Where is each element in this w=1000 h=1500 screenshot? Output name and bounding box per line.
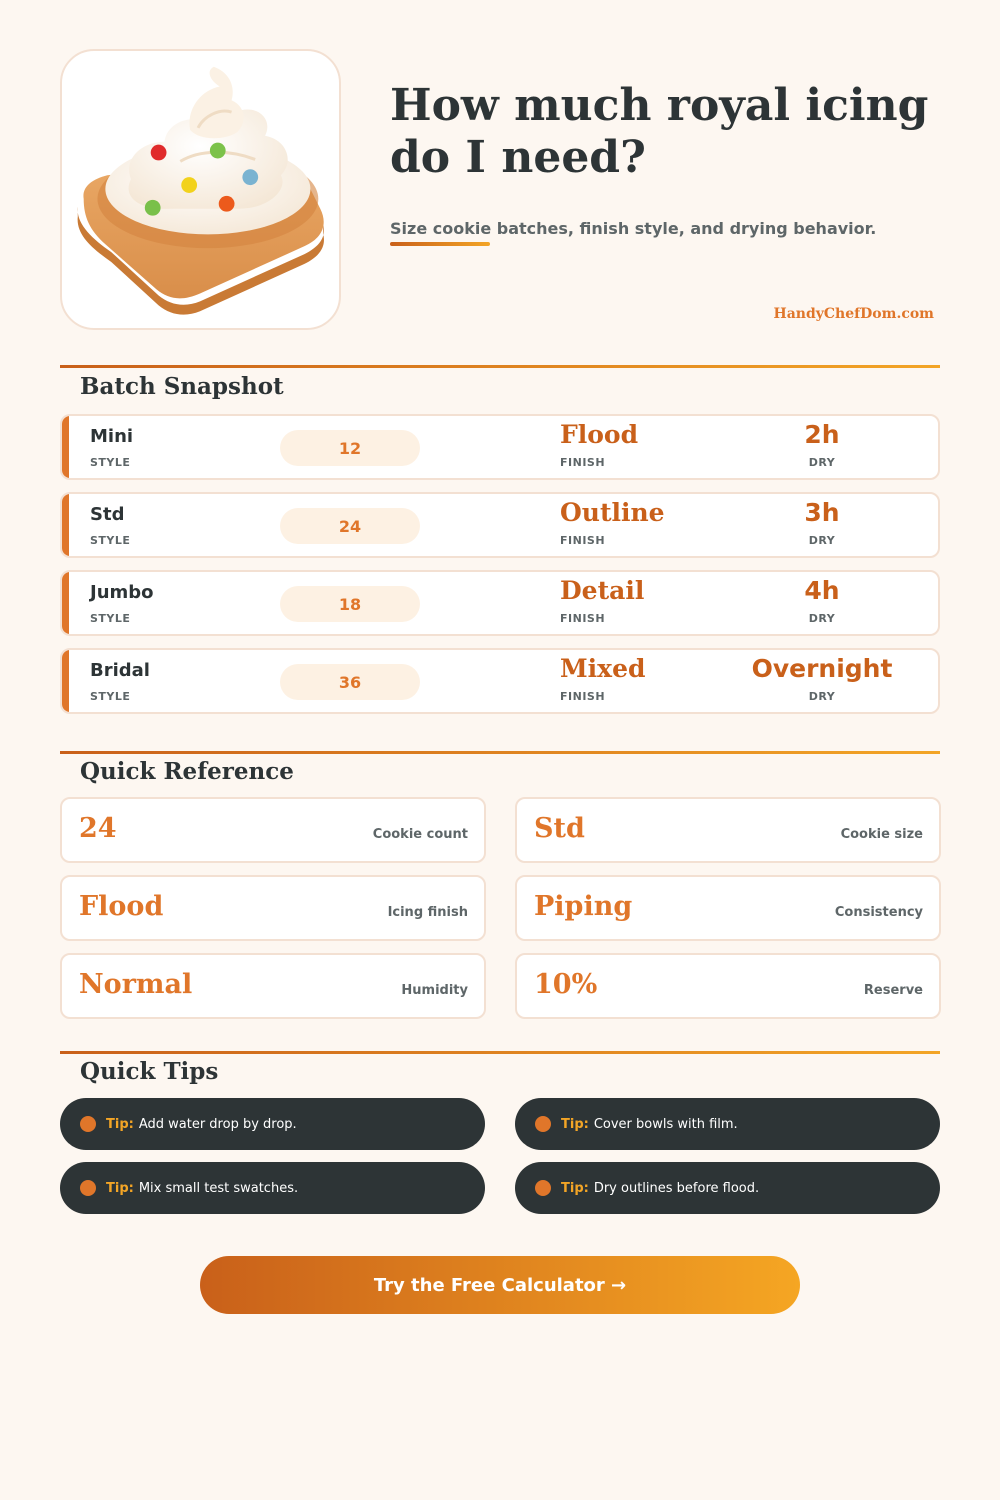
batch-row <box>60 648 940 714</box>
reference-label: Cookie size <box>840 827 923 842</box>
section-divider <box>60 751 940 754</box>
tip-prefix: Tip: <box>106 1180 134 1196</box>
reference-value: Flood <box>79 891 164 922</box>
reference-value: 24 <box>79 813 117 844</box>
reference-label: Cookie count <box>372 827 468 842</box>
subtitle-underline <box>390 242 490 246</box>
style-label: STYLE <box>90 534 131 547</box>
dry-label: DRY <box>808 690 836 703</box>
tip-pill <box>60 1162 485 1214</box>
reference-card <box>60 797 486 863</box>
section-divider <box>60 365 940 368</box>
finish-label: FINISH <box>560 534 606 547</box>
batch-dry: 2h <box>804 420 840 449</box>
reference-card <box>515 953 941 1019</box>
reference-card <box>60 953 486 1019</box>
batch-dry: Overnight <box>751 654 893 683</box>
finish-label: FINISH <box>560 612 606 625</box>
row-accent <box>62 650 69 712</box>
style-label: STYLE <box>90 612 131 625</box>
row-accent <box>62 572 69 634</box>
iced-cookie-illustration <box>62 51 339 328</box>
batch-style: Std <box>90 504 125 525</box>
tip-pill <box>60 1098 485 1150</box>
style-label: STYLE <box>90 456 131 469</box>
tip-bullet-icon <box>80 1116 96 1132</box>
reference-value: 10% <box>534 969 598 1000</box>
batch-count-pill: 18 <box>280 586 420 622</box>
batch-finish: Mixed <box>560 654 646 683</box>
reference-card <box>515 875 941 941</box>
reference-label: Consistency <box>834 905 923 920</box>
finish-label: FINISH <box>560 690 606 703</box>
reference-value: Std <box>534 813 585 844</box>
reference-label: Reserve <box>863 983 923 998</box>
tip-text: Mix small test swatches. <box>138 1180 299 1196</box>
reference-value: Normal <box>79 969 193 1000</box>
tip-bullet-icon <box>80 1180 96 1196</box>
reference-section-title: Quick Reference <box>80 758 294 785</box>
batch-style: Mini <box>90 426 134 447</box>
dry-label: DRY <box>808 612 836 625</box>
batch-row <box>60 492 940 558</box>
tip-bullet-icon <box>535 1180 551 1196</box>
batch-finish: Flood <box>560 420 639 449</box>
batch-row <box>60 570 940 636</box>
finish-label: FINISH <box>560 456 606 469</box>
tip-text: Dry outlines before flood. <box>593 1180 760 1196</box>
tip-pill <box>515 1162 940 1214</box>
page-title: How much royal icing do I need? <box>390 80 929 183</box>
batch-finish: Detail <box>560 576 645 605</box>
batch-count-pill: 24 <box>280 508 420 544</box>
batch-count-pill: 36 <box>280 664 420 700</box>
batch-row <box>60 414 940 480</box>
batch-style: Bridal <box>90 660 150 681</box>
reference-card <box>515 797 941 863</box>
hero-image <box>60 49 341 330</box>
reference-label: Icing finish <box>387 905 468 920</box>
tip-prefix: Tip: <box>561 1180 589 1196</box>
tip-text: Cover bowls with film. <box>593 1116 738 1132</box>
reference-label: Humidity <box>401 983 468 998</box>
row-accent <box>62 494 69 556</box>
row-accent <box>62 416 69 478</box>
batch-style: Jumbo <box>90 582 154 603</box>
dry-label: DRY <box>808 534 836 547</box>
tip-prefix: Tip: <box>561 1116 589 1132</box>
batch-finish: Outline <box>560 498 665 527</box>
reference-value: Piping <box>534 891 633 922</box>
tips-section-title: Quick Tips <box>80 1058 219 1085</box>
batch-dry: 3h <box>804 498 840 527</box>
free-calculator-button[interactable]: Try the Free Calculator → <box>200 1256 800 1314</box>
reference-card <box>60 875 486 941</box>
batch-section-title: Batch Snapshot <box>80 373 284 400</box>
tip-text: Add water drop by drop. <box>138 1116 297 1132</box>
batch-count-pill: 12 <box>280 430 420 466</box>
style-label: STYLE <box>90 690 131 703</box>
dry-label: DRY <box>808 456 836 469</box>
tip-prefix: Tip: <box>106 1116 134 1132</box>
brand-link[interactable]: HandyChefDom.com <box>773 306 934 322</box>
tip-pill <box>515 1098 940 1150</box>
section-divider <box>60 1051 940 1054</box>
page-subtitle: Size cookie batches, finish style, and drying behavior. <box>390 219 877 238</box>
batch-dry: 4h <box>804 576 840 605</box>
tip-bullet-icon <box>535 1116 551 1132</box>
